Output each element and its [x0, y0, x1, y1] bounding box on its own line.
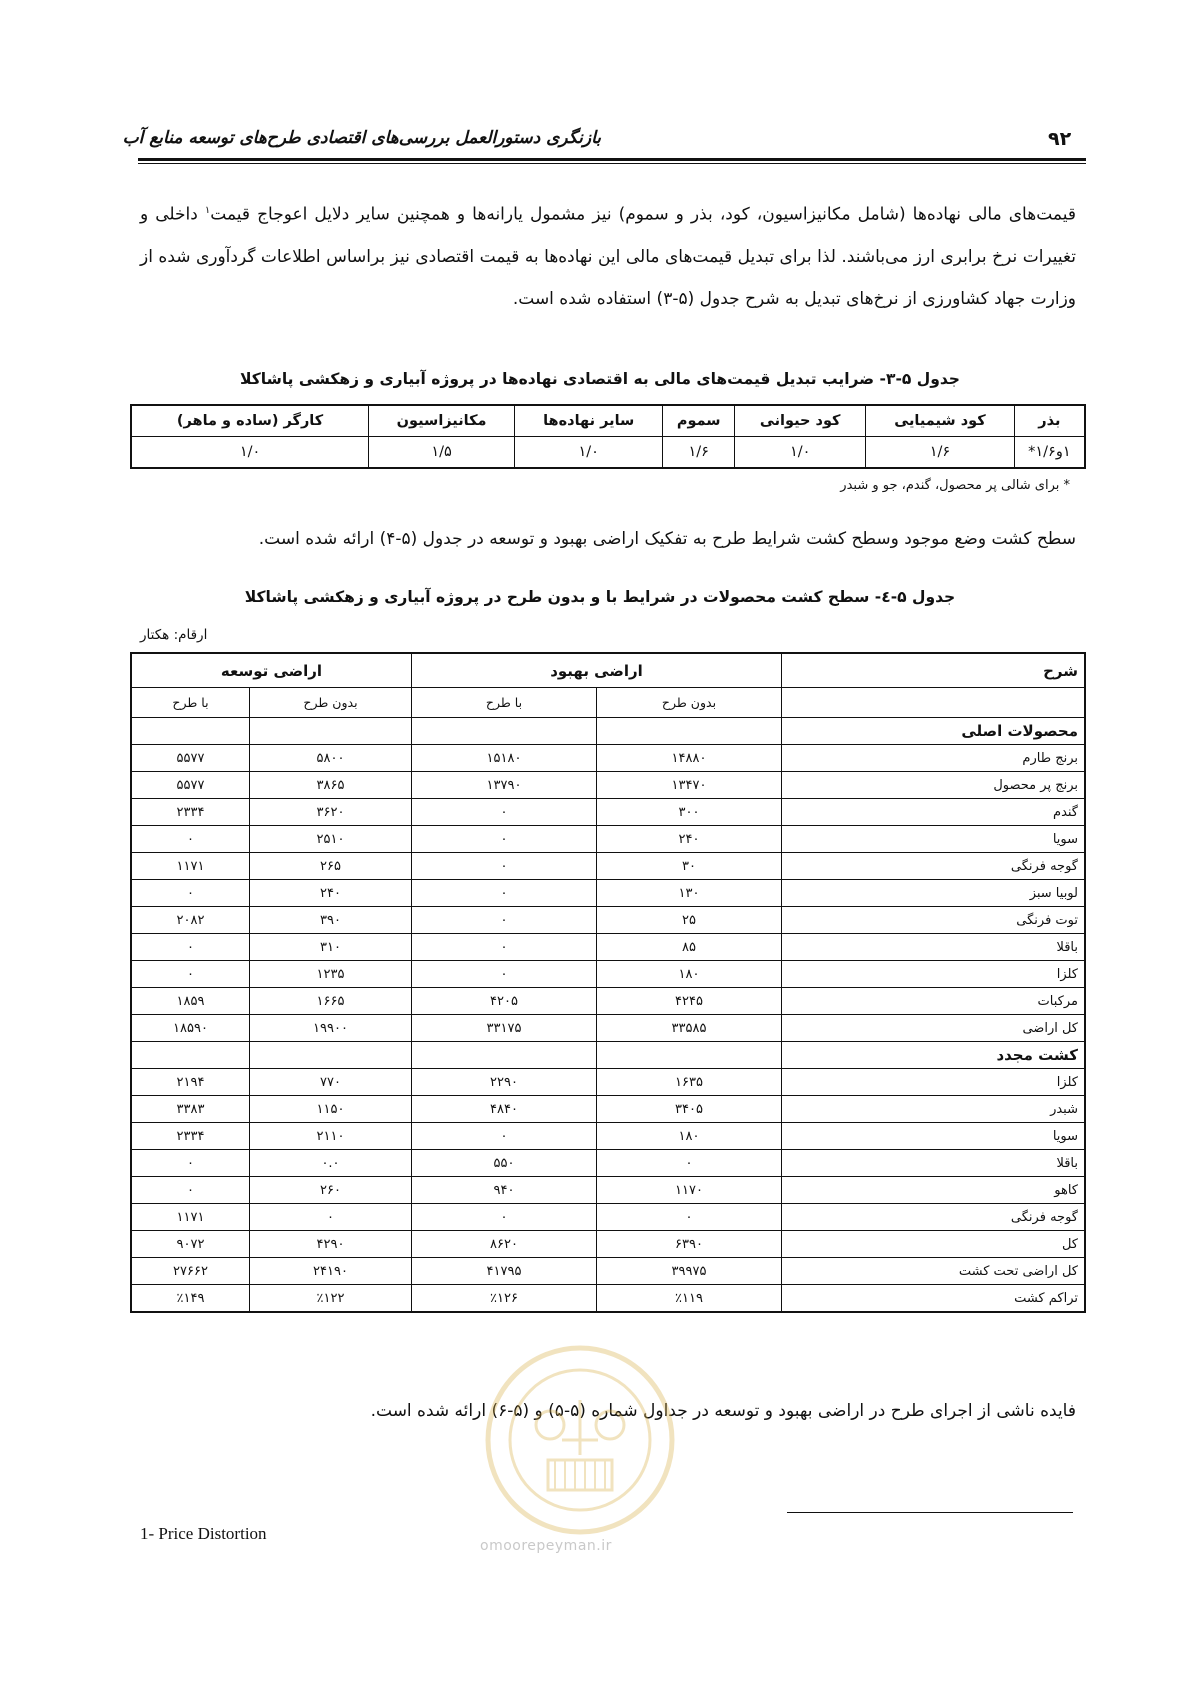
- table-header-cell: کود حیوانی: [735, 405, 866, 437]
- row-label: کل اراضی تحت کشت: [782, 1258, 1086, 1285]
- table-cell: ۰: [412, 799, 597, 826]
- table-cell: ۲۱۱۰: [250, 1123, 412, 1150]
- table-cell: ۳۴۰۵: [597, 1096, 782, 1123]
- footnote-price-distortion: 1- Price Distortion: [140, 1524, 267, 1543]
- table-cell: ۰.۰: [250, 1150, 412, 1177]
- watermark-text: omoorepeyman.ir: [480, 1538, 612, 1554]
- col-blank: [782, 688, 1086, 718]
- table-cell: ۱۸۵۹۰: [131, 1015, 250, 1042]
- table-cell: ۲۴۰: [250, 880, 412, 907]
- row-label: کل اراضی: [782, 1015, 1086, 1042]
- table-cell: ۰: [131, 880, 250, 907]
- row-label: کل: [782, 1231, 1086, 1258]
- table-row: [131, 1285, 1085, 1313]
- header-rule-thin: [138, 163, 1086, 164]
- table-header-cell: مکانیزاسیون: [369, 405, 515, 437]
- table-cell: ۳۸۶۵: [250, 772, 412, 799]
- table-cell: [131, 718, 250, 745]
- table-cell: ۷۷۰: [250, 1069, 412, 1096]
- row-label: توت فرنگی: [782, 907, 1086, 934]
- table-cell: [131, 1042, 250, 1069]
- table2-unit: ارقام: هکتار: [140, 627, 208, 643]
- table-cell: ۸۶۲۰: [412, 1231, 597, 1258]
- table-cell: ۵۵۷۷: [131, 745, 250, 772]
- table-header-cell: کود شیمیایی: [866, 405, 1015, 437]
- table-header-cell: سموم: [663, 405, 735, 437]
- table-cell: ۱۱۷۱: [131, 1204, 250, 1231]
- col-description: شرح: [782, 653, 1086, 688]
- table-cell: ۳۹۹۷۵: [597, 1258, 782, 1285]
- table-row: [131, 1231, 1085, 1258]
- table-cell: [250, 1042, 412, 1069]
- table-cell: ۱۸۰: [597, 961, 782, 988]
- table-row: [131, 988, 1085, 1015]
- table-cell: ۳۹۰: [250, 907, 412, 934]
- table-cell: ۱۱۵۰: [250, 1096, 412, 1123]
- table-cell: ۰: [412, 907, 597, 934]
- table-cell: ۰: [131, 934, 250, 961]
- table-cell: ۴۲۹۰: [250, 1231, 412, 1258]
- table-cell: ۴۲۰۵: [412, 988, 597, 1015]
- table-section-row: [131, 718, 1085, 745]
- table-row: [131, 772, 1085, 799]
- table-header-cell: کارگر (ساده و ماهر): [131, 405, 369, 437]
- table-cell: ۱۸۰: [597, 1123, 782, 1150]
- footnote-rule: [787, 1512, 1073, 1513]
- table-row: [131, 934, 1085, 961]
- col-dev-with: با طرح: [131, 688, 250, 718]
- paragraph-2: سطح کشت وضع موجود وسطح کشت شرایط طرح به تفکیک اراضی بهبود و توسعه در جدول (۵-۴) ارائه شده است.: [258, 529, 1076, 549]
- table-row: [131, 1258, 1085, 1285]
- header-rule: [138, 158, 1086, 161]
- table-group-header-row: [131, 653, 1085, 688]
- table-row: [131, 826, 1085, 853]
- table-cell: ۱۳۷۹۰: [412, 772, 597, 799]
- table-cell: ۱/۶: [866, 437, 1015, 469]
- table-row: [131, 1015, 1085, 1042]
- table-cell: ۱۶۶۵: [250, 988, 412, 1015]
- table-row: [131, 1069, 1085, 1096]
- row-label: کاهو: [782, 1177, 1086, 1204]
- table-cell: ۳۰: [597, 853, 782, 880]
- col-group-development: اراضی توسعه: [131, 653, 412, 688]
- table-cell: ۳۳۸۳: [131, 1096, 250, 1123]
- table-cell: ۰: [412, 826, 597, 853]
- table-cell: ۶۳۹۰: [597, 1231, 782, 1258]
- table-cell: ۱/۰: [735, 437, 866, 469]
- paragraph-1-text-cont: داخلی و تغییرات نرخ برابری ارز می‌باشند. لذا برای تبدیل قیمت‌های مالی این نهاده‌ها به قیمت اقتصادی نیز براساس اطلاعات گردآوری شده از وزارت جهاد کشاورزی از نرخ‌های تبدیل به شرح جدول (۵-۳) استفاده شده است.: [140, 204, 1076, 309]
- table-cell: ۱۸۵۹: [131, 988, 250, 1015]
- table2-caption: جدول ۵-٤- سطح کشت محصولات در شرایط با و بدون طرح در پروژه آبیاری و زهکشی پاشاکلا: [244, 588, 956, 606]
- table-row: [131, 1123, 1085, 1150]
- table-cell: ٪۱۲۶: [412, 1285, 597, 1313]
- table-cell: ۱/۰: [515, 437, 663, 469]
- table-cell: ۲۷۶۶۲: [131, 1258, 250, 1285]
- table-cell: ۰: [597, 1204, 782, 1231]
- table-cell: ۰: [412, 934, 597, 961]
- table-cell: ۲۱۹۴: [131, 1069, 250, 1096]
- paragraph-1: [140, 190, 1076, 320]
- row-label: شبدر: [782, 1096, 1086, 1123]
- table-header-row: [131, 405, 1085, 437]
- table-cell: ۲۳۳۴: [131, 1123, 250, 1150]
- coefficients-table: [130, 404, 1086, 469]
- table-row: [131, 1150, 1085, 1177]
- table-row: [131, 1096, 1085, 1123]
- table-cell: ۲۶۰: [250, 1177, 412, 1204]
- section-label: کشت مجدد: [782, 1042, 1086, 1069]
- paragraph-3: فایده ناشی از اجرای طرح در اراضی بهبود و توسعه در جداول شماره (۵-۵) و (۵-۶) ارائه شده است.: [370, 1401, 1076, 1421]
- row-label: باقلا: [782, 934, 1086, 961]
- table-cell: ۱۴۸۸۰: [597, 745, 782, 772]
- row-label: برنج طارم: [782, 745, 1086, 772]
- col-imp-without: بدون طرح: [597, 688, 782, 718]
- table-cell: ۱۱۷۱: [131, 853, 250, 880]
- table-cell: ۳۳۱۷۵: [412, 1015, 597, 1042]
- row-label: تراکم کشت: [782, 1285, 1086, 1313]
- row-label: گندم: [782, 799, 1086, 826]
- table-cell: ۰: [597, 1150, 782, 1177]
- row-label: برنج پر محصول: [782, 772, 1086, 799]
- row-label: سویا: [782, 826, 1086, 853]
- table-cell: ۲۰۸۲: [131, 907, 250, 934]
- table-cell: ۰: [412, 961, 597, 988]
- table-cell: ۸۵: [597, 934, 782, 961]
- table-cell: ۱۲۳۵: [250, 961, 412, 988]
- table-cell: ۳۶۲۰: [250, 799, 412, 826]
- table-subheader-row: [131, 688, 1085, 718]
- table-cell: [597, 1042, 782, 1069]
- col-dev-without: بدون طرح: [250, 688, 412, 718]
- table-cell: ۰: [412, 1204, 597, 1231]
- table-cell: ۲۵: [597, 907, 782, 934]
- table-cell: ۱/۶: [663, 437, 735, 469]
- table-cell: ۴۲۴۵: [597, 988, 782, 1015]
- watermark-logo-icon: [470, 1340, 690, 1550]
- table-cell: ۳۱۰: [250, 934, 412, 961]
- table-cell: ۲۵۱۰: [250, 826, 412, 853]
- table-cell: ۵۵۷۷: [131, 772, 250, 799]
- col-group-improvement: اراضی بهبود: [412, 653, 782, 688]
- table-header-cell: سایر نهاده‌ها: [515, 405, 663, 437]
- table-cell: ۱و۱/۶*: [1014, 437, 1085, 469]
- table-row: [131, 880, 1085, 907]
- table-cell: ۰: [412, 853, 597, 880]
- table1-note: * برای شالی پر محصول، گندم، جو و شبدر: [840, 478, 1070, 493]
- table-cell: [412, 1042, 597, 1069]
- table-cell: ۲۳۳۴: [131, 799, 250, 826]
- table-row: [131, 907, 1085, 934]
- table-cell: ۱۱۷۰: [597, 1177, 782, 1204]
- table-cell: ۰: [412, 1123, 597, 1150]
- table-cell: ۹۴۰: [412, 1177, 597, 1204]
- table-header-cell: بذر: [1014, 405, 1085, 437]
- table-cell: ۹۰۷۲: [131, 1231, 250, 1258]
- row-label: باقلا: [782, 1150, 1086, 1177]
- table-cell: ٪۱۲۲: [250, 1285, 412, 1313]
- table-cell: ۴۸۴۰: [412, 1096, 597, 1123]
- table-cell: ۰: [412, 880, 597, 907]
- table-cell: ۰: [131, 1150, 250, 1177]
- footnote-mark: ۱: [204, 205, 211, 216]
- table-cell: ۴۱۷۹۵: [412, 1258, 597, 1285]
- table-row: [131, 799, 1085, 826]
- section-label: محصولات اصلی: [782, 718, 1086, 745]
- page-number: ۹۲: [1048, 128, 1072, 150]
- col-imp-with: با طرح: [412, 688, 597, 718]
- table-row: [131, 1177, 1085, 1204]
- row-label: سویا: [782, 1123, 1086, 1150]
- row-label: کلزا: [782, 961, 1086, 988]
- table-cell: ۰: [250, 1204, 412, 1231]
- table-cell: ۲۴۱۹۰: [250, 1258, 412, 1285]
- table-cell: ۰: [131, 1177, 250, 1204]
- table-cell: ۳۳۵۸۵: [597, 1015, 782, 1042]
- row-label: مرکبات: [782, 988, 1086, 1015]
- table-cell: ۱۳۰: [597, 880, 782, 907]
- table-cell: [412, 718, 597, 745]
- table-cell: ۱۶۳۵: [597, 1069, 782, 1096]
- table-row: [131, 961, 1085, 988]
- table-row: [131, 745, 1085, 772]
- table-cell: ۰: [131, 961, 250, 988]
- table-cell: ۵۵۰: [412, 1150, 597, 1177]
- table-cell: [597, 718, 782, 745]
- row-label: گوجه فرنگی: [782, 853, 1086, 880]
- row-label: گوجه فرنگی: [782, 1204, 1086, 1231]
- running-header: بازنگری دستورالعمل بررسی‌های اقتصادی طرح‌های توسعه منابع آب: [122, 128, 601, 148]
- cultivation-area-table: [130, 652, 1086, 1313]
- table-cell: ۲۴۰: [597, 826, 782, 853]
- table-cell: ۰: [131, 826, 250, 853]
- table-cell: [250, 718, 412, 745]
- table-row: [131, 437, 1085, 469]
- table-cell: ٪۱۴۹: [131, 1285, 250, 1313]
- table-cell: ٪۱۱۹: [597, 1285, 782, 1313]
- row-label: کلزا: [782, 1069, 1086, 1096]
- table-cell: ۲۲۹۰: [412, 1069, 597, 1096]
- row-label: لوبیا سبز: [782, 880, 1086, 907]
- paragraph-1-text: قیمت‌های مالی نهاده‌ها (شامل مکانیزاسیون، کود، بذر و سموم) نیز مشمول یارانه‌ها و همچنین سایر دلایل اعوجاج قیمت: [210, 204, 1076, 225]
- table-cell: ۱۳۴۷۰: [597, 772, 782, 799]
- table-cell: ۵۸۰۰: [250, 745, 412, 772]
- table-cell: ۲۶۵: [250, 853, 412, 880]
- table-section-row: [131, 1042, 1085, 1069]
- table-row: [131, 1204, 1085, 1231]
- table-cell: ۱/۵: [369, 437, 515, 469]
- table-cell: ۱۵۱۸۰: [412, 745, 597, 772]
- table-cell: ۳۰۰: [597, 799, 782, 826]
- table-cell: ۱/۰: [131, 437, 369, 469]
- table-row: [131, 853, 1085, 880]
- table1-caption: جدول ۵-۳- ضرایب تبدیل قیمت‌های مالی به اقتصادی نهاده‌ها در پروژه آبیاری و زهکشی پاشاکلا: [240, 370, 960, 388]
- table-cell: ۱۹۹۰۰: [250, 1015, 412, 1042]
